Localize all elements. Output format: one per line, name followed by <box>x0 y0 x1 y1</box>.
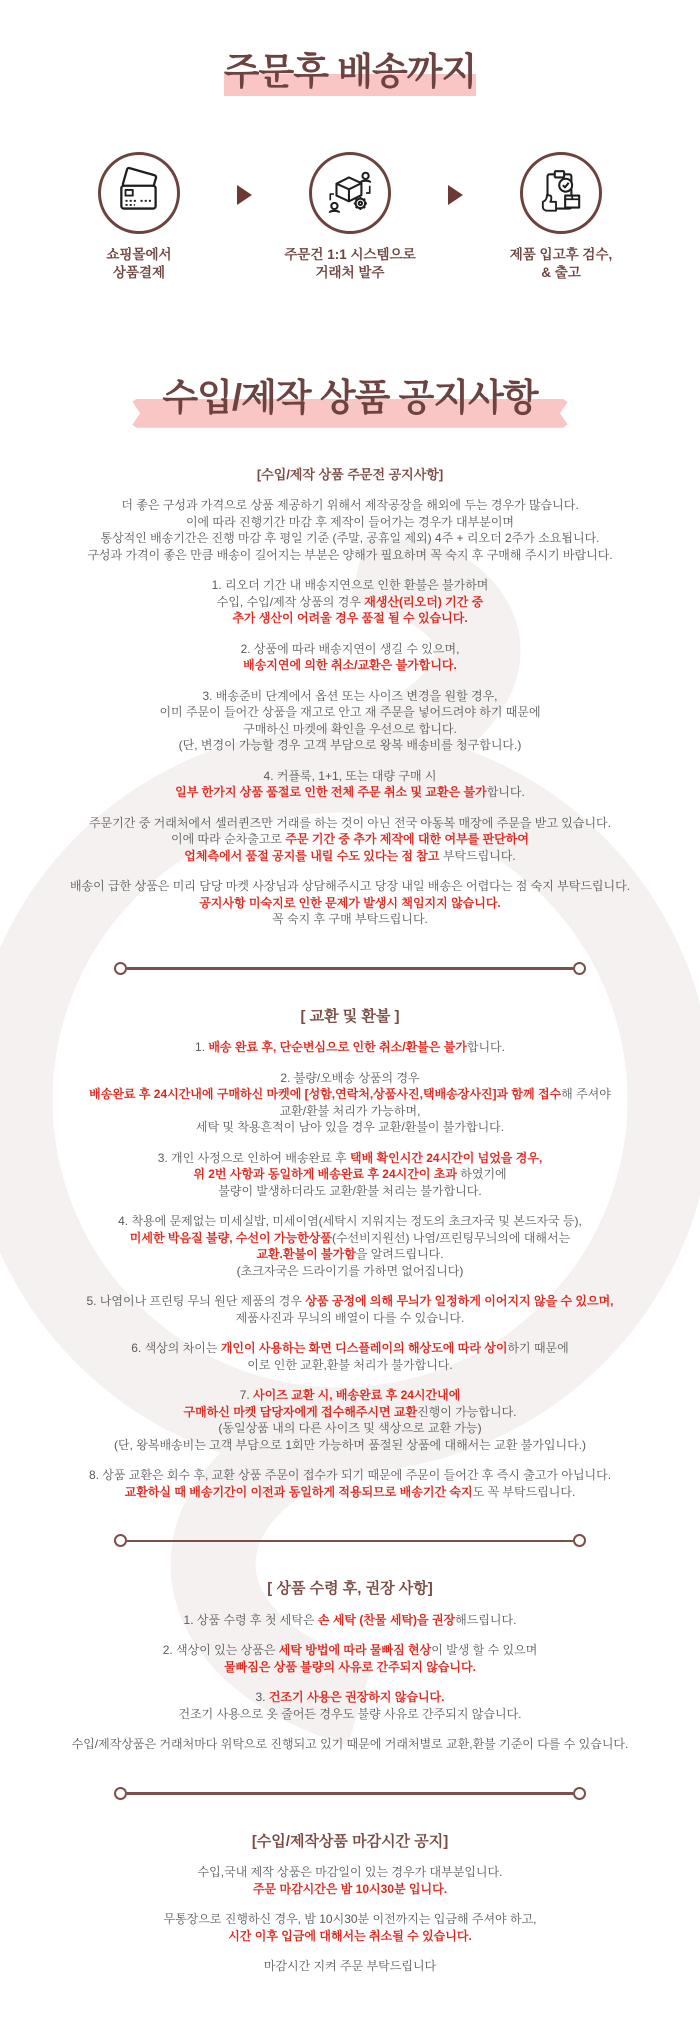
notice-text: 제품사진과 무늬의 배열이 다를 수 있습니다. <box>235 1310 465 1325</box>
notice-text: (단, 왕복배송비는 고객 부담으로 1회만 가능하며 품절된 상품에 대해서는 교환 불가입니다.) <box>114 1437 586 1452</box>
notice-line <box>0 878 700 895</box>
notice-text: 수입,국내 제작 상품은 마감일이 있는 경우가 대부분입니다. <box>197 1865 503 1880</box>
notice-text-emphasis: 구매하신 마켓 담당자에게 접수해주시면 교환 <box>183 1404 418 1419</box>
notice-text: 무통장으로 진행하신 경우, 밤 10시30분 이전까지는 입금해 주셔야 하고, <box>163 1912 537 1927</box>
notice-block <box>0 768 700 801</box>
notice-line <box>0 594 700 611</box>
notice-line <box>0 657 700 674</box>
notice-block <box>0 1293 700 1326</box>
notice-text: 3. 개인 사정으로 인하여 배송완료 후 <box>157 1150 350 1165</box>
notice-text: (초크자국은 드라이기를 가하면 없어집니다) <box>236 1263 464 1278</box>
notice-text: (단, 변경이 가능할 경우 고객 부담으로 왕복 배송비를 청구합니다.) <box>178 738 522 753</box>
notice-block <box>0 688 700 754</box>
order-system-icon <box>309 152 391 234</box>
notice-text: 이에 따라 진행기간 마감 후 제작이 들어가는 경우가 대부분이며 <box>185 514 515 529</box>
notice-line <box>0 1086 700 1103</box>
section-header: [ 교환 및 환불 ] <box>300 1007 400 1025</box>
notice-line <box>0 1467 700 1484</box>
notice-block <box>0 497 700 563</box>
notice-text: 부탁드립니다. <box>442 848 516 863</box>
notice-text: 구매하신 마켓에 확인을 우선으로 합니다. <box>243 721 457 736</box>
divider-line <box>127 967 573 970</box>
notice-text: 하였기에 <box>460 1167 507 1182</box>
arrow-right-icon <box>237 185 252 205</box>
notice-text-emphasis: 배송 완료 후, 단순변심으로 인한 취소/환불은 불가 <box>208 1040 467 1055</box>
notice-text-emphasis: 미세한 박음질 불량, 수선이 가능한상품 <box>129 1230 332 1245</box>
notice-text: 진행이 가능합니다. <box>417 1404 517 1419</box>
notice-block <box>0 1864 700 1897</box>
notice-block <box>0 1642 700 1675</box>
step-label-line: 제품 입고후 검수, <box>509 247 613 263</box>
notice-text: 도 꼭 부탁드립니다. <box>472 1484 576 1499</box>
divider-ring-icon <box>573 1534 586 1547</box>
notice-line <box>0 1911 700 1928</box>
notice-text: 7. <box>239 1388 254 1403</box>
notice-line <box>0 1864 700 1881</box>
notice-line <box>0 831 700 848</box>
section-header: [ 상품 수령 후, 권장 사항] <box>267 1580 433 1598</box>
notice-text-emphasis: 추가 생산이 어려울 경우 품절 될 수 있습니다. <box>232 611 468 626</box>
notice-text: 통상적인 배송기간은 진행 마감 후 평일 기준 (주말, 공휴일 제외) 4주 + 리오더 2주가 소요됩니다. <box>100 531 600 546</box>
notice-line <box>0 1387 700 1404</box>
notice-text: 2. 색상이 있는 상품은 <box>162 1643 279 1658</box>
notice-line <box>0 1736 700 1753</box>
notice-text: 3. 배송준비 단계에서 옵션 또는 사이즈 변경을 원할 경우, <box>202 688 498 703</box>
notice-text-emphasis: 개인이 사용하는 화면 디스플레이의 해상도에 따라 상이 <box>220 1341 508 1356</box>
section-header: [수입/제작상품 마감시간 공지] <box>251 1832 449 1850</box>
notice-block <box>0 1387 700 1453</box>
process-title-text: 주문후 배송까지 <box>223 51 477 92</box>
notice-text: 수입/제작상품은 거래처마다 위탁으로 진행되고 있기 때문에 거래처별로 교환,환불 기준이 다를 수 있습니다. <box>71 1737 629 1752</box>
section-header: [수입/제작 상품 주문전 공지사항] <box>256 466 444 482</box>
notice-text: 4. 커플룩, 1+1, 또는 대량 구매 시 <box>263 768 437 783</box>
step-label-payment <box>106 246 171 282</box>
notice-line <box>0 1070 700 1087</box>
notice-section <box>0 1009 700 1501</box>
notice-text-emphasis: 업체측에서 품절 공지를 내릴 수도 있다는 점 참고 <box>184 848 443 863</box>
notice-line <box>0 848 700 865</box>
step-label-line: 쇼핑몰에서 <box>106 247 172 263</box>
notice-text: 합니다. <box>486 785 525 800</box>
notice-block <box>0 1958 700 1975</box>
notice-line <box>0 577 700 594</box>
notice-line <box>0 1958 700 1975</box>
notice-section <box>0 467 700 928</box>
step-label-line: & 출고 <box>541 265 581 281</box>
notice-text: (수선비지원선) 나염/프린팅무늬의에 대해서는 <box>331 1230 571 1245</box>
notice-line <box>0 610 700 627</box>
notice-text: 6. 색상의 차이는 <box>131 1341 221 1356</box>
notice-text-emphasis: 건조기 사용은 권장하지 않습니다. <box>268 1690 445 1705</box>
notice-line <box>0 1039 700 1056</box>
notice-text: 8. 상품 교환은 회수 후, 교환 상품 주문이 접수가 되기 때문에 주문이 들어간 후 즉시 출고가 아닙니다. <box>88 1468 612 1483</box>
notice-text: 1. 상품 수령 후 첫 세탁은 <box>183 1612 318 1627</box>
notice-text: 이미 주문이 들어간 상품을 재고로 안고 재 주문을 넣어드려야 하기 때문에 <box>159 705 541 720</box>
notice-title <box>162 376 537 420</box>
notice-block <box>0 1689 700 1722</box>
notice-block <box>0 1213 700 1279</box>
inspect-ship-icon <box>520 152 602 234</box>
divider-line <box>127 1792 573 1795</box>
notice-line <box>0 1103 700 1120</box>
notice-text: 더 좋은 구성과 가격으로 상품 제공하기 위해서 제작공장을 해외에 두는 경우가 많습니다. <box>121 498 579 513</box>
notice-text-emphasis: 주문 마감시간은 밤 10시30분 입니다. <box>252 1881 448 1896</box>
notice-line <box>0 1612 700 1629</box>
notice-text: 꼭 숙지 후 구매 부탁드립니다. <box>272 912 428 927</box>
notice-block <box>0 641 700 674</box>
notice-text: 2. 상품에 따라 배송지연이 생길 수 있으며, <box>240 641 460 656</box>
notice-line <box>0 1340 700 1357</box>
notice-line <box>0 641 700 658</box>
notice-line <box>0 1484 700 1501</box>
notice-line <box>0 1928 700 1945</box>
notice-text: 1. 리오더 기간 내 배송지연으로 인한 환불은 불가하며 <box>211 578 489 593</box>
notice-text: 4. 착용에 문제없는 미세실밥, 미세이염(세탁시 지워지는 정도의 초크자국 및 본드자국 등), <box>118 1214 582 1229</box>
process-step-payment <box>41 152 237 282</box>
notice-text: 1. <box>195 1040 209 1055</box>
notice-block <box>0 1736 700 1753</box>
notice-line <box>0 1183 700 1200</box>
step-label-order-system <box>284 246 415 282</box>
notice-text: 교환/환불 처리가 가능하며, <box>279 1103 421 1118</box>
notice-line <box>0 688 700 705</box>
notice-line <box>0 704 700 721</box>
arrow-right-icon <box>448 185 463 205</box>
notice-line <box>0 721 700 738</box>
notice-text: 해 주셔야 <box>561 1087 611 1102</box>
notice-text: 주문기간 중 거래처에서 셀러퀸즈만 거래를 하는 것이 아닌 전국 아동복 매장에 주문을 받고 있습니다. <box>89 815 611 830</box>
notice-line <box>0 1357 700 1374</box>
notice-line <box>0 530 700 547</box>
step-label-line: 주문건 1:1 시스템으로 <box>284 247 416 263</box>
notice-line <box>0 1706 700 1723</box>
notice-line <box>0 1642 700 1659</box>
notice-line <box>0 895 700 912</box>
notice-text: 이로 인한 교환,환불 처리가 불가합니다. <box>247 1357 453 1372</box>
notice-text: 3. <box>255 1690 269 1705</box>
notice-text: 세탁 및 착용흔적이 남아 있을 경우 교환/환불이 불가합니다. <box>195 1120 505 1135</box>
notice-section <box>0 1834 700 1975</box>
divider-ring-icon <box>573 1787 586 1800</box>
notice-text: 구성과 가격이 좋은 만큼 배송이 길어지는 부분은 양해가 필요하며 꼭 숙지 후 구매해 주시기 바랍니다. <box>87 547 613 562</box>
notice-text-emphasis: 상품 공정에 의해 무늬가 일정하게 이어지지 않을 수 있으며, <box>305 1294 614 1309</box>
process-step-inspection <box>463 152 659 282</box>
notice-line <box>0 1166 700 1183</box>
notice-text: 마감시간 지켜 주문 부탁드립니다 <box>263 1959 437 1974</box>
notice-line <box>0 1230 700 1247</box>
notice-text-emphasis: 사이즈 교환 시, 배송완료 후 24시간내에 <box>253 1388 461 1403</box>
notice-line <box>0 1293 700 1310</box>
notice-text-emphasis: 물빠짐은 상품 불량의 사유로 간주되지 않습니다. <box>224 1659 476 1674</box>
notice-sections <box>0 467 700 1975</box>
notice-line <box>0 1150 700 1167</box>
notice-text-emphasis: 주문 기간 중 추가 제작에 대한 여부를 판단하여 <box>285 832 529 847</box>
notice-text: 2. 불량/오배송 상품의 경우 <box>280 1070 420 1085</box>
notice-line <box>0 911 700 928</box>
process-step-order-system <box>252 152 448 282</box>
notice-line <box>0 497 700 514</box>
notice-block <box>0 1612 700 1629</box>
notice-block <box>0 1039 700 1056</box>
notice-line <box>0 1213 700 1230</box>
divider-ring-icon <box>114 1534 127 1547</box>
notice-line <box>0 1246 700 1263</box>
notice-line <box>0 547 700 564</box>
notice-line <box>0 1404 700 1421</box>
divider-ring-icon <box>114 1787 127 1800</box>
notice-line <box>0 1119 700 1136</box>
notice-title-text: 수입/제작 상품 공지사항 <box>162 377 538 419</box>
notice-text-emphasis: 손 세탁 (찬물 세탁)을 권장 <box>317 1612 456 1627</box>
notice-line <box>0 1310 700 1327</box>
notice-block <box>0 577 700 627</box>
notice-text: 수입, 수입/제작 상품의 경우 <box>216 594 365 609</box>
notice-text: 합니다. <box>466 1040 505 1055</box>
step-label-line: 거래처 발주 <box>315 265 385 281</box>
step-label-inspection <box>510 246 613 282</box>
notice-block <box>0 1340 700 1373</box>
section-divider <box>114 962 586 975</box>
notice-block <box>0 815 700 865</box>
notice-text: (동일상품 내의 다른 사이즈 및 색상으로 교환 가능) <box>218 1421 482 1436</box>
notice-line <box>0 1437 700 1454</box>
process-title <box>224 50 476 94</box>
notice-text-emphasis: 교환하실 때 배송기간이 이전과 동일하게 적용되므로 배송기간 숙지 <box>124 1484 473 1499</box>
notice-text: 이에 따라 순차출고로 <box>171 832 286 847</box>
process-steps <box>0 152 700 282</box>
notice-line <box>0 1881 700 1898</box>
notice-section <box>0 1581 700 1753</box>
notice-text-emphasis: 배송완료 후 24시간내에 구매하신 마켓에 [성함,연락처,상품사진,택배송장사진]과 함께 접수 <box>89 1087 562 1102</box>
notice-text-emphasis: 세탁 방법에 따라 물빠짐 현상 <box>278 1643 432 1658</box>
divider-line <box>127 1540 573 1543</box>
notice-text: 이 발생 할 수 있으며 <box>431 1643 538 1658</box>
divider-ring-icon <box>114 962 127 975</box>
section-divider <box>114 1787 586 1800</box>
notice-block <box>0 1070 700 1136</box>
notice-title-wrap <box>0 376 700 420</box>
notice-text: 배송이 급한 상품은 미리 담당 마켓 사장님과 상담해주시고 당장 내일 배송은 어렵다는 점 숙지 부탁드립니다. <box>69 879 631 894</box>
notice-text: 을 알려드립니다. <box>355 1247 444 1262</box>
notice-line <box>0 1420 700 1437</box>
notice-text-emphasis: 위 2번 사항과 동일하게 배송완료 후 24시간이 초과 <box>193 1167 461 1182</box>
step-label-line: 상품결제 <box>112 265 166 281</box>
process-header <box>0 50 700 282</box>
notice-block <box>0 878 700 928</box>
notice-block <box>0 1911 700 1944</box>
notice-text: 건조기 사용으로 옷 줄어든 경우도 불량 사유로 간주되지 않습니다. <box>178 1706 522 1721</box>
notice-text-emphasis: 시간 이후 입금에 대해서는 취소될 수 있습니다. <box>228 1928 472 1943</box>
notice-line <box>0 1689 700 1706</box>
notice-line <box>0 737 700 754</box>
notice-line <box>0 768 700 785</box>
notice-text: 불량이 발생하더라도 교환/환불 처리는 불가합니다. <box>218 1183 482 1198</box>
notice-block <box>0 1150 700 1200</box>
notice-text-emphasis: 배송지연에 의한 취소/교환은 불가합니다. <box>243 658 457 673</box>
notice-text: 하기 때문에 <box>507 1341 569 1356</box>
notice-line <box>0 815 700 832</box>
notice-text: 5. 나염이나 프린팅 무늬 원단 제품의 경우 <box>86 1294 306 1309</box>
notice-text-emphasis: 재생산(리오더) 기간 중 <box>364 594 484 609</box>
section-divider <box>114 1534 586 1547</box>
notice-text-emphasis: 교환.환불이 불가함 <box>256 1247 356 1262</box>
notice-line <box>0 1263 700 1280</box>
notice-line <box>0 514 700 531</box>
notice-line <box>0 784 700 801</box>
notice-text-emphasis: 공지사항 미숙지로 인한 문제가 발생시 책임지지 않습니다. <box>199 895 501 910</box>
credit-card-icon <box>98 152 180 234</box>
notice-text-emphasis: 택배 확인시간 24시간이 넘었을 경우, <box>350 1150 543 1165</box>
notice-text-emphasis: 일부 한가지 상품 품절로 인한 전체 주문 취소 및 교환은 불가 <box>175 785 487 800</box>
notice-line <box>0 1659 700 1676</box>
notice-text: 해드립니다. <box>455 1612 517 1627</box>
divider-ring-icon <box>573 962 586 975</box>
notice-block <box>0 1467 700 1500</box>
